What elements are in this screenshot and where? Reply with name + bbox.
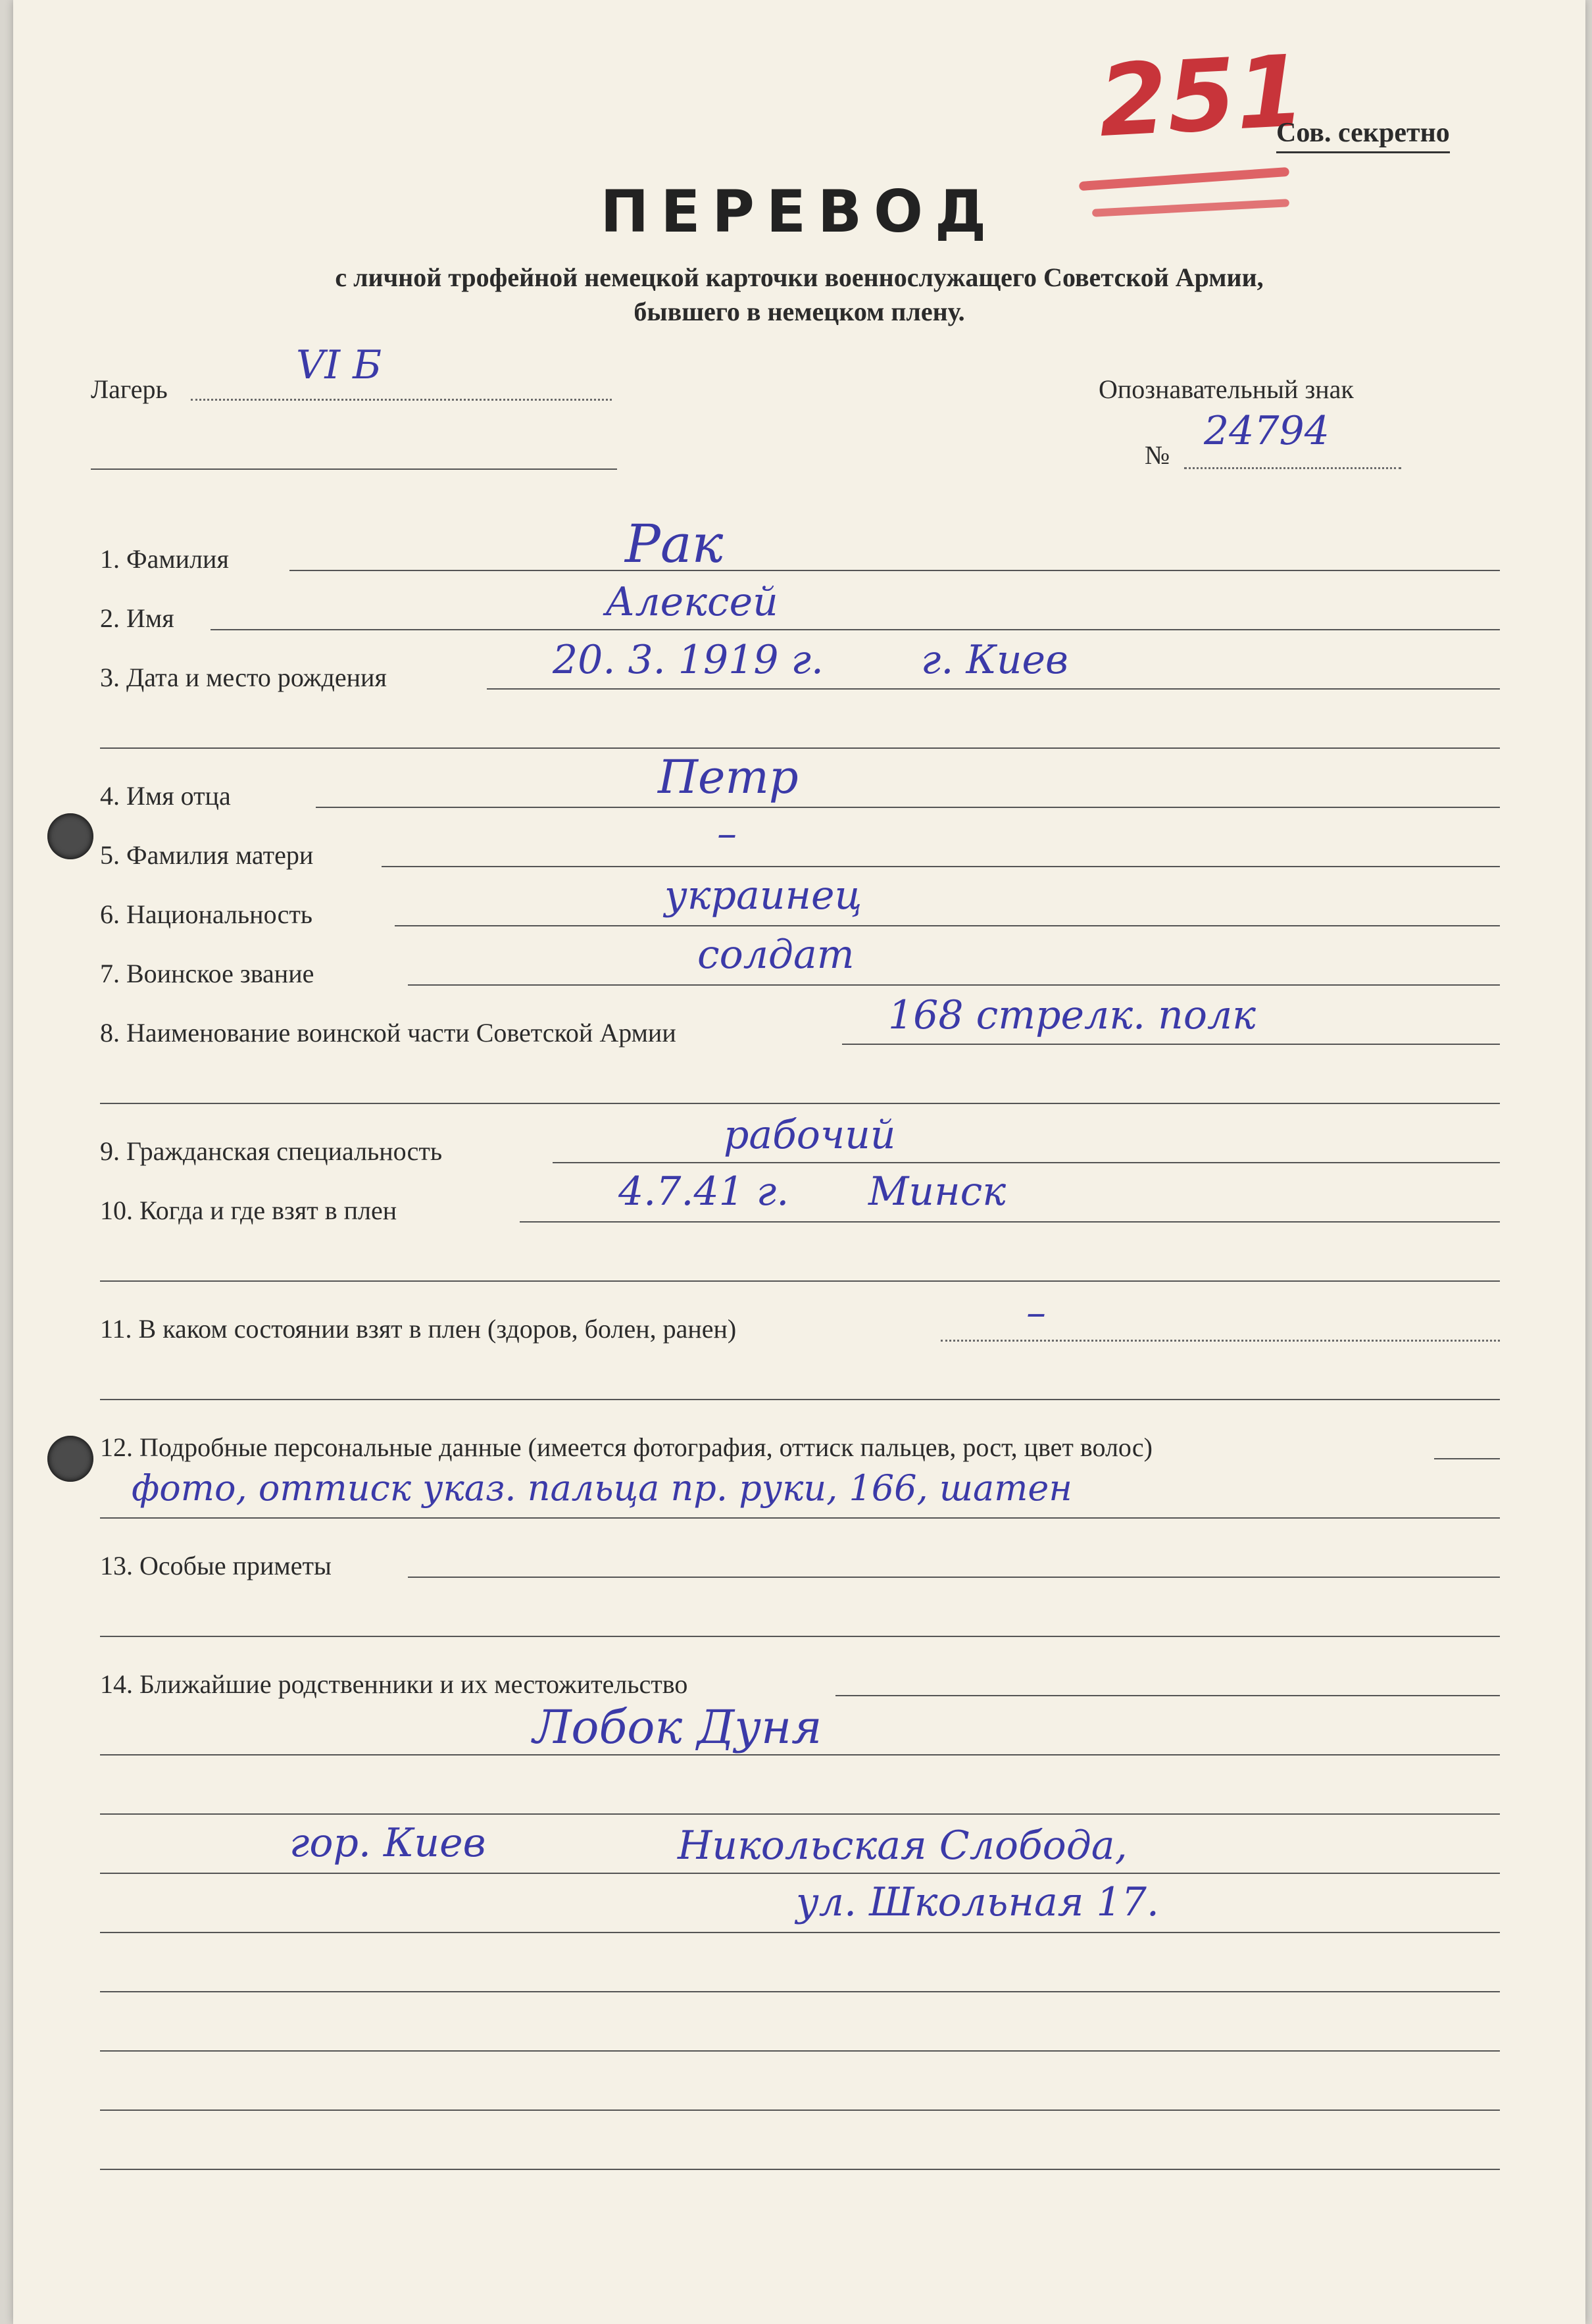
field-8-value: 168 стрелк. полк bbox=[888, 992, 1256, 1038]
camp-line bbox=[191, 399, 612, 401]
field-10-value-place: Минск bbox=[868, 1169, 1007, 1215]
blank-line bbox=[100, 1103, 1500, 1104]
field-5-num: 5. bbox=[100, 840, 120, 870]
field-4-value: Петр bbox=[658, 750, 799, 804]
punch-hole bbox=[47, 813, 93, 859]
field-12-line bbox=[1434, 1458, 1500, 1459]
field-7-num: 7. bbox=[100, 959, 120, 988]
relatives-line bbox=[100, 1754, 1500, 1756]
relatives-line bbox=[100, 2050, 1500, 2052]
field-11-value: – bbox=[1026, 1290, 1046, 1336]
field-4-label: Имя отца bbox=[126, 781, 231, 811]
field-10-label: Когда и где взят в плен bbox=[139, 1196, 397, 1225]
field-2-line bbox=[211, 629, 1500, 630]
field-11-label: В каком состоянии взят в плен (здоров, болен, ранен) bbox=[138, 1314, 737, 1344]
field-9-label: Гражданская специальность bbox=[126, 1136, 443, 1166]
field-3-value-date: 20. 3. 1919 г. bbox=[553, 637, 824, 683]
camp-value: VI Б bbox=[296, 342, 382, 388]
field-14-num: 14. bbox=[100, 1669, 133, 1699]
address-district: Никольская Слобода, bbox=[678, 1823, 1128, 1869]
camp-label: Лагерь bbox=[91, 374, 168, 404]
blank-line bbox=[91, 468, 617, 470]
field-2-num: 2. bbox=[100, 603, 120, 633]
field-1-num: 1. bbox=[100, 544, 120, 574]
field-14-line bbox=[835, 1695, 1500, 1696]
relatives-line bbox=[100, 1932, 1500, 1933]
id-mark-line bbox=[1184, 467, 1401, 469]
field-14-label: Ближайшие родственники и их местожительство bbox=[139, 1669, 688, 1699]
field-3-value-place: г. Киев bbox=[921, 637, 1068, 683]
field-12-value: фото, оттиск указ. пальца пр. руки, 166, шатен bbox=[132, 1467, 1072, 1509]
field-1-line bbox=[289, 570, 1500, 571]
field-6-label: Национальность bbox=[126, 899, 313, 929]
field-6-line bbox=[395, 925, 1500, 926]
blank-line bbox=[100, 747, 1500, 749]
field-10-line bbox=[520, 1221, 1500, 1223]
field-10-num: 10. bbox=[100, 1196, 133, 1225]
field-13-line bbox=[408, 1577, 1500, 1578]
field-11-num: 11. bbox=[100, 1314, 132, 1344]
field-14-value: Лобок Дуня bbox=[533, 1700, 822, 1754]
field-6-num: 6. bbox=[100, 899, 120, 929]
field-5-value: – bbox=[717, 811, 737, 857]
blank-line bbox=[100, 1399, 1500, 1400]
field-2-label: Имя bbox=[126, 603, 174, 633]
field-11-line bbox=[941, 1340, 1500, 1342]
field-12-line-2 bbox=[100, 1517, 1500, 1519]
id-mark-no: № bbox=[1145, 440, 1170, 470]
field-10-value-date: 4.7.41 г. bbox=[618, 1169, 789, 1215]
relatives-line bbox=[100, 1813, 1500, 1815]
relatives-line bbox=[100, 2109, 1500, 2111]
classification-stamp: Сов. секретно bbox=[1276, 117, 1450, 153]
field-5-label: Фамилия матери bbox=[126, 840, 314, 870]
field-2-value: Алексей bbox=[605, 579, 778, 625]
blank-line bbox=[100, 1280, 1500, 1282]
field-3-num: 3. bbox=[100, 663, 120, 692]
blank-line bbox=[100, 1636, 1500, 1637]
document-title: ПЕРЕВОД bbox=[600, 178, 999, 245]
relatives-line bbox=[100, 1873, 1500, 1874]
field-1-label: Фамилия bbox=[126, 544, 229, 574]
field-6-value: украинец bbox=[664, 872, 862, 919]
field-9-num: 9. bbox=[100, 1136, 120, 1166]
subtitle-line-2: бывшего в немецком плену. bbox=[634, 297, 965, 326]
field-12-num: 12. bbox=[100, 1432, 133, 1462]
field-5-line bbox=[382, 866, 1500, 867]
field-9-line bbox=[553, 1162, 1500, 1163]
relatives-line bbox=[100, 1991, 1500, 1992]
field-3-line bbox=[487, 688, 1500, 690]
field-4-line bbox=[316, 807, 1500, 808]
subtitle-line-1: с личной трофейной немецкой карточки военнослужащего Советской Армии, bbox=[335, 263, 1264, 292]
field-4-num: 4. bbox=[100, 781, 120, 811]
field-13-num: 13. bbox=[100, 1551, 133, 1580]
relatives-line bbox=[100, 2169, 1500, 2170]
field-9-value: рабочий bbox=[724, 1112, 896, 1158]
field-3-label: Дата и место рождения bbox=[126, 663, 387, 692]
field-8-label: Наименование воинской части Советской Армии bbox=[126, 1018, 676, 1048]
id-mark-value: 24794 bbox=[1204, 408, 1330, 454]
document-sheet bbox=[13, 0, 1585, 2324]
field-12-label: Подробные персональные данные (имеется фотография, оттиск пальцев, рост, цвет волос) bbox=[139, 1432, 1153, 1462]
field-7-value: солдат bbox=[697, 932, 855, 978]
document-number: 251 bbox=[1095, 34, 1308, 160]
field-1-value: Рак bbox=[625, 513, 724, 574]
field-7-label: Воинское звание bbox=[126, 959, 314, 988]
id-mark-label: Опознавательный знак bbox=[1099, 374, 1354, 404]
address-city: гор. Киев bbox=[289, 1820, 486, 1866]
field-13-label: Особые приметы bbox=[139, 1551, 332, 1580]
field-7-line bbox=[408, 984, 1500, 986]
address-street: ул. Школьная 17. bbox=[796, 1879, 1159, 1925]
field-8-line bbox=[842, 1044, 1500, 1045]
punch-hole bbox=[47, 1436, 93, 1482]
field-8-num: 8. bbox=[100, 1018, 120, 1048]
